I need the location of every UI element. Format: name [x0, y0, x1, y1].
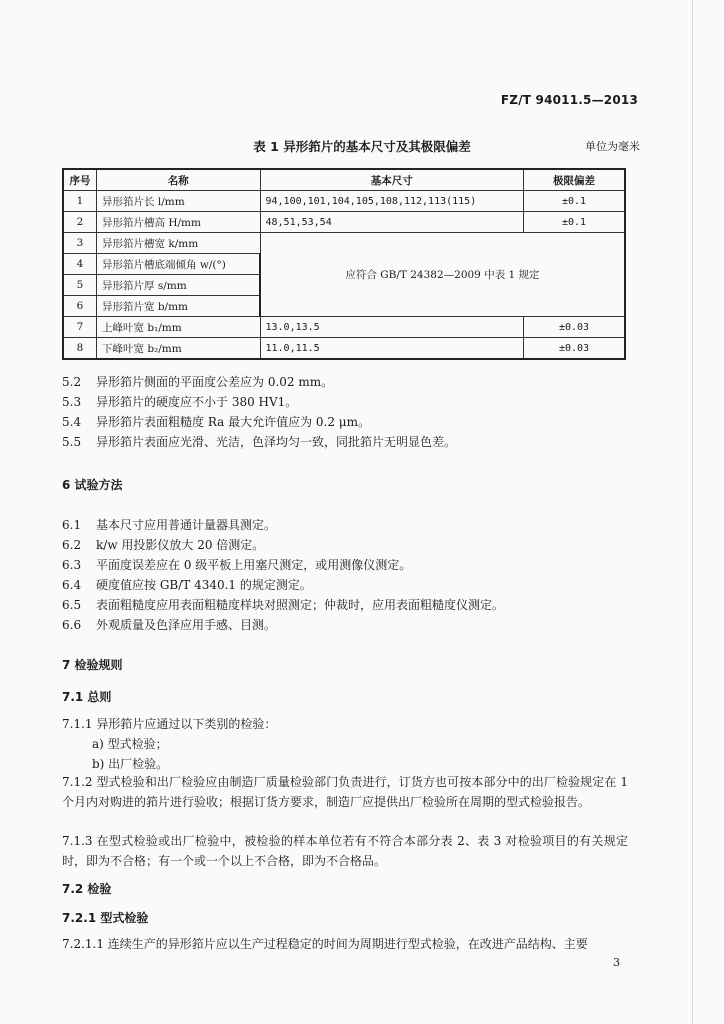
col-header-name: 名称 [97, 169, 261, 191]
clause-number: 6.6 [62, 618, 82, 632]
clause-6-3 [62, 556, 411, 573]
clause-text: k/w 用投影仪放大 20 倍测定。 [96, 538, 265, 552]
cell-size: 13.0,13.5 [260, 317, 524, 338]
clause-text: 异形筘片表面应光滑、光洁，色泽均匀一致，同批筘片无明显色差。 [96, 435, 457, 449]
clause-5-3 [62, 393, 297, 410]
clause-text: 硬度值应按 GB/T 4340.1 的规定测定。 [96, 578, 312, 592]
cell-name: 下峰叶宽 b₂/mm [97, 338, 261, 360]
clause-6-1 [62, 516, 276, 533]
cell-name: 异形筘片槽底端倾角 w/(°) [97, 254, 261, 275]
cell-name: 异形筘片长 l/mm [97, 191, 261, 212]
clause-text: 基本尺寸应用普通计量器具测定。 [96, 518, 277, 532]
clause-7-1-heading: 7.1 总则 [62, 690, 112, 704]
clause-number: 5.5 [62, 435, 82, 449]
clause-5-5 [62, 433, 456, 450]
col-header-tolerance: 极限偏差 [524, 169, 626, 191]
clause-text: 异形筘片的硬度应不小于 380 HV1。 [96, 395, 298, 409]
clause-5-4 [62, 413, 370, 430]
clause-7-1-3: 7.1.3 在型式检验或出厂检验中，被检验的样本单位若有不符合本部分表 2、表 3 对检验项目的有关规定时，即为不合格；有一个或一个以上不合格，即为不合格品。 [62, 834, 628, 868]
clause-7-2-heading: 7.2 检验 [62, 882, 112, 896]
clause-number: 6.5 [62, 598, 82, 612]
cell-no: 6 [63, 296, 97, 317]
clause-7-1-2: 7.1.2 型式检验和出厂检验应由制造厂质量检验部门负责进行，订货方也可按本部分中的出厂检验规定在 1 个月内对购进的筘片进行验收；根据订货方要求，制造厂应提供出厂检验所在周期的型式检验报告。 [62, 775, 628, 809]
clause-5-2 [62, 373, 333, 390]
clause-number: 5.3 [62, 395, 82, 409]
table-row [63, 233, 625, 254]
clause-number: 6.1 [62, 518, 82, 532]
clause-7-1-1: 7.1.1 异形筘片应通过以下类别的检验： [62, 717, 277, 731]
table-caption: 表 1 异形筘片的基本尺寸及其极限偏差 [253, 139, 471, 154]
clause-number: 6.4 [62, 578, 82, 592]
unit-note: 单位为毫米 [585, 140, 640, 153]
clause-text: 平面度误差应在 0 级平板上用塞尺测定，或用测像仪测定。 [96, 558, 412, 572]
table-header-row [63, 169, 625, 191]
clause-number: 5.2 [62, 375, 82, 389]
cell-size: 94,100,101,104,105,108,112,113(115) [260, 191, 524, 212]
clause-text: 异形筘片侧面的平面度公差应为 0.02 mm。 [96, 375, 334, 389]
cell-size: 48,51,53,54 [260, 212, 524, 233]
cell-no: 1 [63, 191, 97, 212]
cell-tolerance: ±0.1 [524, 191, 626, 212]
cell-no: 3 [63, 233, 97, 254]
clause-text: 表面粗糙度应用表面粗糙度样块对照测定；仲裁时，应用表面粗糙度仪测定。 [96, 598, 505, 612]
section-6-heading: 6 试验方法 [62, 478, 123, 492]
cell-no: 2 [63, 212, 97, 233]
table-row [63, 317, 625, 338]
merged-spec-cell: 应符合 GB/T 24382—2009 中表 1 规定 [260, 233, 625, 317]
cell-tolerance: ±0.1 [524, 212, 626, 233]
dimensions-table [62, 168, 626, 360]
clause-text: 外观质量及色泽应用手感、目测。 [96, 618, 277, 632]
page-number: 3 [613, 956, 620, 969]
cell-name: 异形筘片厚 s/mm [97, 275, 261, 296]
cell-no: 7 [63, 317, 97, 338]
clause-number: 5.4 [62, 415, 82, 429]
clause-6-5 [62, 596, 504, 613]
clause-6-6 [62, 616, 276, 633]
cell-name: 上峰叶宽 b₁/mm [97, 317, 261, 338]
clause-6-2 [62, 536, 264, 553]
standard-code: FZ/T 94011.5—2013 [500, 93, 638, 107]
cell-no: 8 [63, 338, 97, 360]
cell-tolerance: ±0.03 [524, 338, 626, 360]
clause-number: 6.3 [62, 558, 82, 572]
cell-no: 4 [63, 254, 97, 275]
list-item-b: b) 出厂检验。 [92, 757, 169, 771]
cell-no: 5 [63, 275, 97, 296]
table-row [63, 191, 625, 212]
cell-size: 11.0,11.5 [260, 338, 524, 360]
clause-7-2-1-heading: 7.2.1 型式检验 [62, 911, 149, 925]
col-header-size: 基本尺寸 [260, 169, 524, 191]
list-item-a: a) 型式检验； [92, 737, 168, 751]
clause-6-4 [62, 576, 312, 593]
col-header-no: 序号 [63, 169, 97, 191]
cell-tolerance: ±0.03 [524, 317, 626, 338]
section-7-heading: 7 检验规则 [62, 658, 123, 672]
cell-name: 异形筘片宽 b/mm [97, 296, 261, 317]
clause-number: 6.2 [62, 538, 82, 552]
cell-name: 异形筘片槽宽 k/mm [97, 233, 261, 254]
table-row [63, 338, 625, 360]
clause-7-2-1-1: 7.2.1.1 连续生产的异形筘片应以生产过程稳定的时间为周期进行型式检验，在改进产品结构、主要 [62, 937, 588, 951]
clause-text: 异形筘片表面粗糙度 Ra 最大允许值应为 0.2 μm。 [96, 415, 370, 429]
table-row [63, 212, 625, 233]
cell-name: 异形筘片槽高 H/mm [97, 212, 261, 233]
